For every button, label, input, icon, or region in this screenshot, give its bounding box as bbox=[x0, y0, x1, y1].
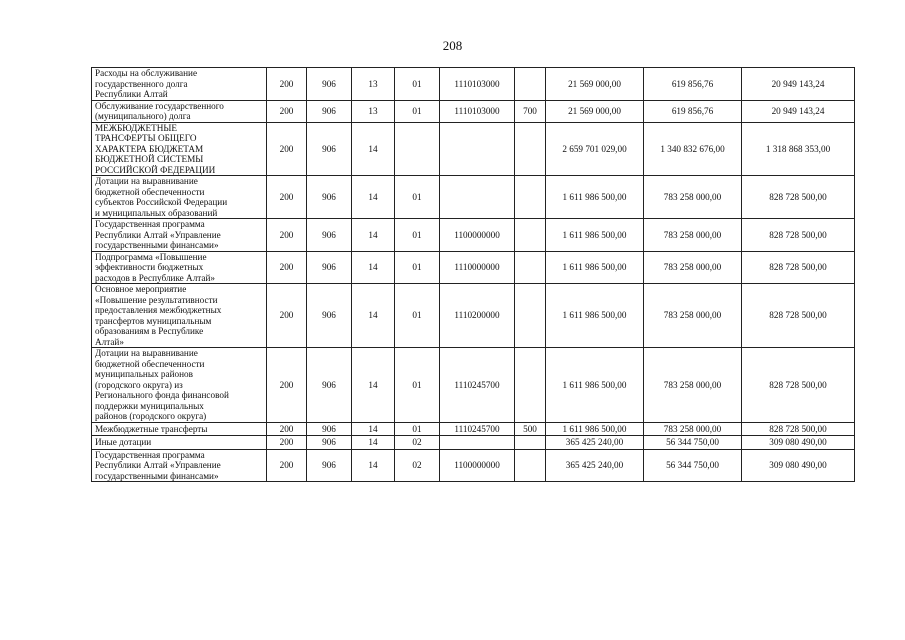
expense-type-code bbox=[515, 436, 546, 450]
planned-amount: 1 611 986 500,00 bbox=[546, 251, 644, 284]
executed-amount: 56 344 750,00 bbox=[644, 449, 742, 482]
executed-amount: 783 258 000,00 bbox=[644, 422, 742, 436]
row-description-line: Основное мероприятие bbox=[95, 284, 187, 294]
expense-type-code: 500 bbox=[515, 422, 546, 436]
admin-code: 200 bbox=[267, 100, 307, 122]
row-description-line: Республики Алтай «Управление bbox=[95, 229, 221, 240]
subsection-code: 02 bbox=[395, 436, 440, 450]
table-row bbox=[92, 422, 855, 436]
subsection-code bbox=[395, 122, 440, 176]
remaining-amount: 309 080 490,00 bbox=[742, 436, 855, 450]
row-description-line: Иные дотации bbox=[95, 437, 152, 447]
admin-code: 200 bbox=[267, 422, 307, 436]
remaining-amount: 309 080 490,00 bbox=[742, 449, 855, 482]
row-description-line: государственными финансами» bbox=[95, 470, 219, 481]
department-code: 906 bbox=[307, 176, 352, 219]
section-code: 13 bbox=[352, 100, 395, 122]
table-row bbox=[92, 100, 855, 122]
target-article-code: 1110103000 bbox=[440, 100, 515, 122]
row-description-line: ТРАНСФЕРТЫ ОБЩЕГО bbox=[95, 133, 197, 143]
subsection-code: 01 bbox=[395, 100, 440, 122]
target-article-code: 1110200000 bbox=[440, 284, 515, 348]
admin-code: 200 bbox=[267, 449, 307, 482]
row-description-line: поддержки муниципальных bbox=[95, 400, 204, 411]
department-code: 906 bbox=[307, 422, 352, 436]
subsection-code: 01 bbox=[395, 284, 440, 348]
section-code: 14 bbox=[352, 251, 395, 284]
admin-code: 200 bbox=[267, 436, 307, 450]
row-description-line: Республики Алтай bbox=[95, 89, 168, 99]
expense-type-code: 700 bbox=[515, 100, 546, 122]
expense-type-code bbox=[515, 68, 546, 101]
remaining-amount: 828 728 500,00 bbox=[742, 219, 855, 252]
target-article-code: 1110103000 bbox=[440, 68, 515, 101]
executed-amount: 619 856,76 bbox=[644, 68, 742, 101]
row-description-line: эффективности бюджетных bbox=[95, 262, 204, 272]
row-description-line: Обслуживание государственного bbox=[95, 100, 224, 111]
table-row bbox=[92, 122, 855, 176]
executed-amount: 783 258 000,00 bbox=[644, 176, 742, 219]
admin-code: 200 bbox=[267, 348, 307, 423]
department-code: 906 bbox=[307, 348, 352, 423]
subsection-code: 01 bbox=[395, 348, 440, 423]
row-description-line: Дотации на выравнивание bbox=[95, 348, 198, 358]
row-description-line: ХАРАКТЕРА БЮДЖЕТАМ bbox=[95, 143, 204, 154]
row-description bbox=[92, 284, 267, 348]
admin-code: 200 bbox=[267, 176, 307, 219]
row-description-line: районов (городского округа) bbox=[95, 411, 207, 421]
department-code: 906 bbox=[307, 251, 352, 284]
subsection-code: 02 bbox=[395, 449, 440, 482]
row-description-line: Республики Алтай «Управление bbox=[95, 460, 221, 470]
table-row bbox=[92, 176, 855, 219]
section-code: 14 bbox=[352, 422, 395, 436]
row-description bbox=[92, 122, 267, 176]
expense-type-code bbox=[515, 449, 546, 482]
remaining-amount: 20 949 143,24 bbox=[742, 100, 855, 122]
section-code: 14 bbox=[352, 284, 395, 348]
admin-code: 200 bbox=[267, 68, 307, 101]
table-body bbox=[92, 68, 855, 482]
section-code: 14 bbox=[352, 122, 395, 176]
row-description-line: Алтай» bbox=[95, 336, 124, 347]
table-row bbox=[92, 284, 855, 348]
row-description bbox=[92, 176, 267, 219]
table-row bbox=[92, 219, 855, 252]
row-description-line: Подпрограмма «Повышение bbox=[95, 251, 207, 262]
row-description-line: государственными финансами» bbox=[95, 240, 219, 250]
row-description-line: Государственная программа bbox=[95, 449, 205, 460]
expense-type-code bbox=[515, 176, 546, 219]
subsection-code: 01 bbox=[395, 68, 440, 101]
row-description bbox=[92, 449, 267, 482]
target-article-code: 1100000000 bbox=[440, 219, 515, 252]
row-description-line: субъектов Российской Федерации bbox=[95, 197, 228, 207]
section-code: 14 bbox=[352, 219, 395, 252]
section-code: 14 bbox=[352, 436, 395, 450]
admin-code: 200 bbox=[267, 122, 307, 176]
target-article-code bbox=[440, 122, 515, 176]
section-code: 13 bbox=[352, 68, 395, 101]
expense-type-code bbox=[515, 284, 546, 348]
executed-amount: 1 340 832 676,00 bbox=[644, 122, 742, 176]
row-description bbox=[92, 436, 267, 450]
row-description-line: Расходы на обслуживание bbox=[95, 68, 198, 78]
subsection-code: 01 bbox=[395, 251, 440, 284]
remaining-amount: 20 949 143,24 bbox=[742, 68, 855, 101]
subsection-code: 01 bbox=[395, 219, 440, 252]
executed-amount: 783 258 000,00 bbox=[644, 251, 742, 284]
row-description-line: «Повышение результативности bbox=[95, 294, 218, 305]
row-description-line: Межбюджетные трансферты bbox=[95, 423, 208, 434]
row-description bbox=[92, 422, 267, 436]
row-description-line: БЮДЖЕТНОЙ СИСТЕМЫ bbox=[95, 154, 204, 164]
section-code: 14 bbox=[352, 348, 395, 423]
planned-amount: 1 611 986 500,00 bbox=[546, 348, 644, 423]
remaining-amount: 828 728 500,00 bbox=[742, 422, 855, 436]
planned-amount: 1 611 986 500,00 bbox=[546, 284, 644, 348]
page-number: 208 bbox=[442, 38, 463, 53]
admin-code: 200 bbox=[267, 219, 307, 252]
expense-type-code bbox=[515, 348, 546, 423]
department-code: 906 bbox=[307, 219, 352, 252]
target-article-code: 1110245700 bbox=[440, 422, 515, 436]
department-code: 906 bbox=[307, 100, 352, 122]
row-description-line: Регионального фонда финансовой bbox=[95, 390, 229, 400]
target-article-code bbox=[440, 436, 515, 450]
planned-amount: 21 569 000,00 bbox=[546, 68, 644, 101]
row-description-line: и муниципальных образований bbox=[95, 207, 218, 218]
planned-amount: 365 425 240,00 bbox=[546, 436, 644, 450]
table-row bbox=[92, 436, 855, 450]
planned-amount: 365 425 240,00 bbox=[546, 449, 644, 482]
table-row bbox=[92, 348, 855, 423]
department-code: 906 bbox=[307, 436, 352, 450]
table-row bbox=[92, 68, 855, 101]
row-description-line: бюджетной обеспеченности bbox=[95, 186, 205, 197]
row-description bbox=[92, 348, 267, 423]
executed-amount: 783 258 000,00 bbox=[644, 348, 742, 423]
row-description-line: РОССИЙСКОЙ ФЕДЕРАЦИИ bbox=[95, 164, 216, 175]
department-code: 906 bbox=[307, 68, 352, 101]
executed-amount: 783 258 000,00 bbox=[644, 284, 742, 348]
expense-type-code bbox=[515, 251, 546, 284]
table-row bbox=[92, 449, 855, 482]
executed-amount: 56 344 750,00 bbox=[644, 436, 742, 450]
planned-amount: 1 611 986 500,00 bbox=[546, 422, 644, 436]
planned-amount: 21 569 000,00 bbox=[546, 100, 644, 122]
row-description bbox=[92, 68, 267, 101]
row-description bbox=[92, 219, 267, 252]
row-description bbox=[92, 251, 267, 284]
subsection-code: 01 bbox=[395, 422, 440, 436]
executed-amount: 619 856,76 bbox=[644, 100, 742, 122]
row-description-line: трансфертов муниципальным bbox=[95, 315, 212, 326]
subsection-code: 01 bbox=[395, 176, 440, 219]
planned-amount: 1 611 986 500,00 bbox=[546, 176, 644, 219]
row-description-line: бюджетной обеспеченности bbox=[95, 358, 205, 369]
row-description-line: МЕЖБЮДЖЕТНЫЕ bbox=[95, 122, 178, 133]
remaining-amount: 1 318 868 353,00 bbox=[742, 122, 855, 176]
table-row bbox=[92, 251, 855, 284]
department-code: 906 bbox=[307, 284, 352, 348]
row-description-line: образованиям в Республике bbox=[95, 326, 204, 336]
remaining-amount: 828 728 500,00 bbox=[742, 348, 855, 423]
planned-amount: 1 611 986 500,00 bbox=[546, 219, 644, 252]
department-code: 906 bbox=[307, 122, 352, 176]
expense-type-code bbox=[515, 122, 546, 176]
row-description-line: (муниципального) долга bbox=[95, 111, 191, 121]
executed-amount: 783 258 000,00 bbox=[644, 219, 742, 252]
row-description-line: Дотации на выравнивание bbox=[95, 176, 198, 186]
planned-amount: 2 659 701 029,00 bbox=[546, 122, 644, 176]
admin-code: 200 bbox=[267, 251, 307, 284]
row-description bbox=[92, 100, 267, 122]
remaining-amount: 828 728 500,00 bbox=[742, 176, 855, 219]
row-description-line: (городского округа) из bbox=[95, 379, 183, 390]
expense-type-code bbox=[515, 219, 546, 252]
admin-code: 200 bbox=[267, 284, 307, 348]
target-article-code bbox=[440, 176, 515, 219]
section-code: 14 bbox=[352, 449, 395, 482]
row-description-line: предоставления межбюджетных bbox=[95, 305, 222, 315]
section-code: 14 bbox=[352, 176, 395, 219]
row-description-line: муниципальных районов bbox=[95, 369, 193, 379]
row-description-line: государственного долга bbox=[95, 78, 188, 89]
target-article-code: 1110245700 bbox=[440, 348, 515, 423]
department-code: 906 bbox=[307, 449, 352, 482]
remaining-amount: 828 728 500,00 bbox=[742, 251, 855, 284]
remaining-amount: 828 728 500,00 bbox=[742, 284, 855, 348]
budget-table bbox=[91, 67, 855, 482]
target-article-code: 1100000000 bbox=[440, 449, 515, 482]
row-description-line: расходов в Республике Алтай» bbox=[95, 272, 215, 283]
target-article-code: 1110000000 bbox=[440, 251, 515, 284]
row-description-line: Государственная программа bbox=[95, 219, 205, 229]
